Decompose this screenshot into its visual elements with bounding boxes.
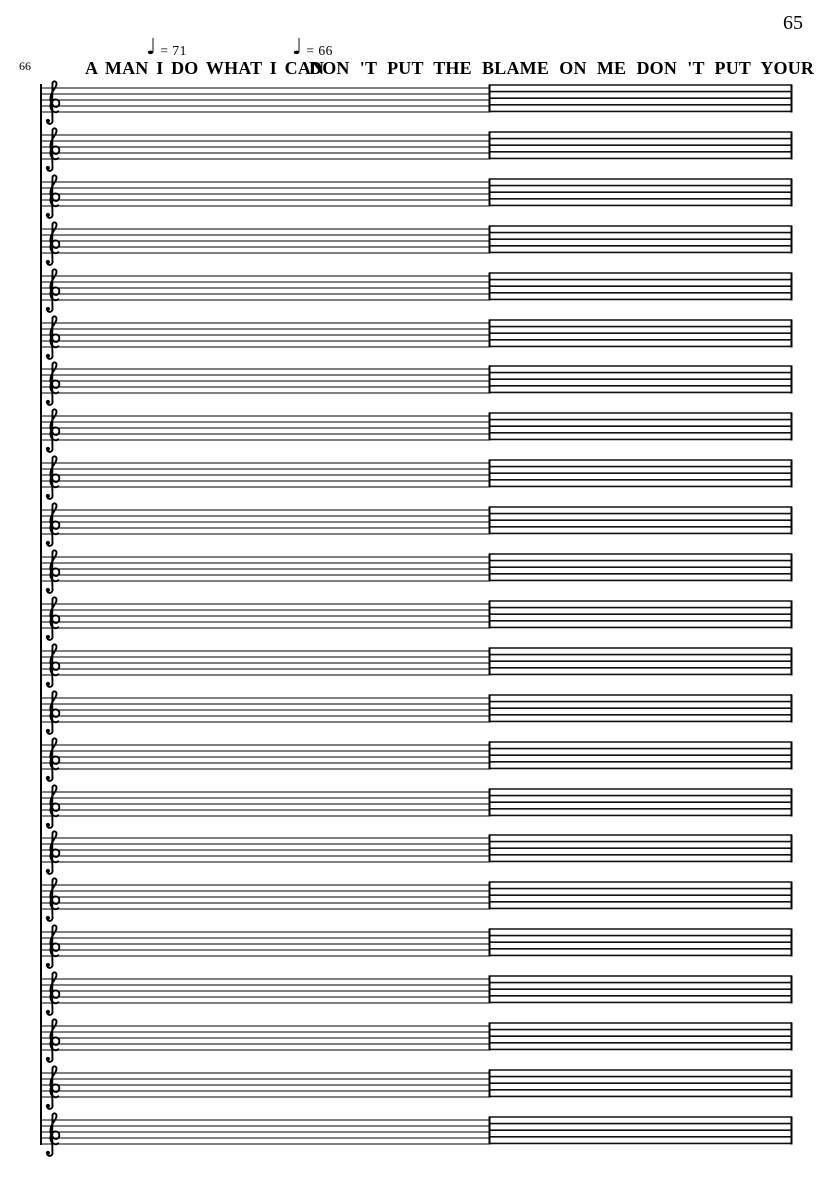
measure-2-staff-lines[interactable] bbox=[489, 507, 792, 533]
measure-1-staff-lines[interactable] bbox=[40, 1026, 489, 1050]
measure-1-staff-lines[interactable] bbox=[40, 323, 489, 347]
staff-svg bbox=[40, 1110, 795, 1162]
staff-svg bbox=[40, 828, 795, 880]
staff-svg bbox=[40, 641, 795, 693]
staff-svg bbox=[40, 172, 795, 224]
staff-svg bbox=[40, 219, 795, 271]
staff-svg bbox=[40, 500, 795, 552]
staff-row[interactable] bbox=[40, 266, 795, 318]
staff-row[interactable] bbox=[40, 875, 795, 927]
measure-1-staff-lines[interactable] bbox=[40, 1120, 489, 1144]
staff-svg bbox=[40, 922, 795, 974]
measure-1-staff-lines[interactable] bbox=[40, 557, 489, 581]
measure-2-staff-lines[interactable] bbox=[489, 1117, 792, 1143]
measure-1-staff-lines[interactable] bbox=[40, 369, 489, 393]
measure-2-staff-lines[interactable] bbox=[489, 366, 792, 392]
staff-svg bbox=[40, 875, 795, 927]
measure-number: 66 bbox=[19, 59, 31, 73]
measure-2-staff-lines[interactable] bbox=[489, 132, 792, 158]
measure-1-staff-lines[interactable] bbox=[40, 416, 489, 440]
measure-2-staff-lines[interactable] bbox=[489, 460, 792, 486]
staff-svg bbox=[40, 359, 795, 411]
staff-row[interactable] bbox=[40, 922, 795, 974]
measure-2-staff-lines[interactable] bbox=[489, 1023, 792, 1049]
measure-2-staff-lines[interactable] bbox=[489, 648, 792, 674]
staff-svg bbox=[40, 313, 795, 365]
staff-svg bbox=[40, 1063, 795, 1115]
page-number: 65 bbox=[783, 12, 803, 34]
measure-2-staff-lines[interactable] bbox=[489, 882, 792, 908]
measure-1-staff-lines[interactable] bbox=[40, 838, 489, 862]
measure-2-staff-lines[interactable] bbox=[489, 413, 792, 439]
staff-row[interactable] bbox=[40, 313, 795, 365]
measure-2-staff-lines[interactable] bbox=[489, 179, 792, 205]
measure-2-staff-lines[interactable] bbox=[489, 789, 792, 815]
staff-row[interactable] bbox=[40, 125, 795, 177]
staff-row[interactable] bbox=[40, 969, 795, 1021]
measure-1-staff-lines[interactable] bbox=[40, 1073, 489, 1097]
staff-svg bbox=[40, 266, 795, 318]
measure-1-staff-lines[interactable] bbox=[40, 88, 489, 112]
staff-row[interactable] bbox=[40, 688, 795, 740]
measure-1-staff-lines[interactable] bbox=[40, 885, 489, 909]
staff-svg bbox=[40, 125, 795, 177]
staff-row[interactable] bbox=[40, 641, 795, 693]
staff-row[interactable] bbox=[40, 219, 795, 271]
tempo-value: = 66 bbox=[306, 43, 333, 58]
staff-svg bbox=[40, 735, 795, 787]
measure-2-staff-lines[interactable] bbox=[489, 742, 792, 768]
measure-1-staff-lines[interactable] bbox=[40, 932, 489, 956]
staff-svg bbox=[40, 547, 795, 599]
measure-2-staff-lines[interactable] bbox=[489, 85, 792, 111]
staff-svg bbox=[40, 688, 795, 740]
measure-1-staff-lines[interactable] bbox=[40, 698, 489, 722]
quarter-note-icon: ♩ bbox=[292, 35, 303, 60]
staff-svg bbox=[40, 969, 795, 1021]
staff-row[interactable] bbox=[40, 500, 795, 552]
quarter-note-icon: ♩ bbox=[146, 35, 157, 60]
staff-svg bbox=[40, 1016, 795, 1068]
measure-1-staff-lines[interactable] bbox=[40, 792, 489, 816]
measure-1-staff-lines[interactable] bbox=[40, 276, 489, 300]
staff-row[interactable] bbox=[40, 594, 795, 646]
staff-svg bbox=[40, 406, 795, 458]
measure-1-staff-lines[interactable] bbox=[40, 182, 489, 206]
staff-row[interactable] bbox=[40, 406, 795, 458]
measure-1-staff-lines[interactable] bbox=[40, 651, 489, 675]
staff-svg bbox=[40, 594, 795, 646]
measure-2-staff-lines[interactable] bbox=[489, 320, 792, 346]
staff-row[interactable] bbox=[40, 828, 795, 880]
staff-row[interactable] bbox=[40, 547, 795, 599]
measure-1-staff-lines[interactable] bbox=[40, 510, 489, 534]
staff-svg bbox=[40, 78, 795, 130]
staff-row[interactable] bbox=[40, 78, 795, 130]
measure-2-staff-lines[interactable] bbox=[489, 601, 792, 627]
measure-2-staff-lines[interactable] bbox=[489, 976, 792, 1002]
staff-row[interactable] bbox=[40, 1063, 795, 1115]
measure-1-staff-lines[interactable] bbox=[40, 604, 489, 628]
lyric-phrase-2[interactable]: DON 'T PUT THE BLAME ON ME DON 'T PUT YOUR bbox=[309, 58, 815, 78]
lyric-phrase-1[interactable]: A MAN I DO WHAT I CAN bbox=[85, 58, 325, 78]
measure-1-staff-lines[interactable] bbox=[40, 979, 489, 1003]
measure-2-staff-lines[interactable] bbox=[489, 226, 792, 252]
measure-2-staff-lines[interactable] bbox=[489, 1070, 792, 1096]
measure-1-staff-lines[interactable] bbox=[40, 463, 489, 487]
staff-row[interactable] bbox=[40, 782, 795, 834]
measure-2-staff-lines[interactable] bbox=[489, 273, 792, 299]
measure-2-staff-lines[interactable] bbox=[489, 554, 792, 580]
staff-row[interactable] bbox=[40, 172, 795, 224]
staff-svg bbox=[40, 453, 795, 505]
measure-1-staff-lines[interactable] bbox=[40, 229, 489, 253]
measure-1-staff-lines[interactable] bbox=[40, 745, 489, 769]
measure-1-staff-lines[interactable] bbox=[40, 135, 489, 159]
staff-row[interactable] bbox=[40, 1110, 795, 1162]
measure-2-staff-lines[interactable] bbox=[489, 929, 792, 955]
measure-2-staff-lines[interactable] bbox=[489, 835, 792, 861]
staff-row[interactable] bbox=[40, 359, 795, 411]
staff-row[interactable] bbox=[40, 735, 795, 787]
tempo-value: = 71 bbox=[160, 43, 187, 58]
staff-svg bbox=[40, 782, 795, 834]
staff-row[interactable] bbox=[40, 453, 795, 505]
staff-row[interactable] bbox=[40, 1016, 795, 1068]
measure-2-staff-lines[interactable] bbox=[489, 695, 792, 721]
